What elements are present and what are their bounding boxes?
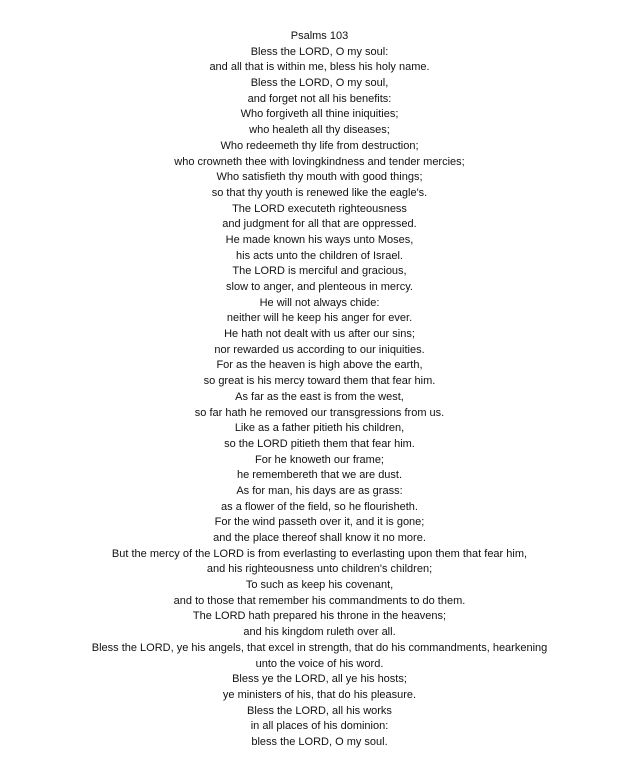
verse-line: He made known his ways unto Moses,	[225, 233, 414, 246]
verse-line: who crowneth thee with lovingkindness and tender mercies;	[174, 155, 465, 168]
verse-line: nor rewarded us according to our iniquities.	[214, 343, 425, 356]
verse-line: ye ministers of his, that do his pleasure.	[222, 688, 417, 701]
verse-line: so the LORD pitieth them that fear him.	[224, 437, 415, 450]
verse-line: For he knoweth our frame;	[254, 453, 384, 466]
verse-line: For the wind passeth over it, and it is gone;	[214, 516, 425, 529]
verse-line: Bless the LORD, ye his angels, that excel in strength, that do his commandments, hearkening	[91, 641, 548, 654]
verse-line: But the mercy of the LORD is from everlasting to everlasting upon them that fear him,	[111, 547, 528, 560]
verse-line: Bless ye the LORD, all ye his hosts;	[232, 673, 407, 686]
verse-line: He hath not dealt with us after our sins;	[224, 328, 415, 341]
verse-line: As for man, his days are as grass:	[236, 484, 403, 497]
verse-line: He will not always chide:	[259, 296, 380, 309]
verse-line: The LORD executeth righteousness	[232, 202, 407, 215]
verse-line: and judgment for all that are oppressed.	[222, 218, 417, 231]
verse-line: Bless the LORD, all his works	[247, 704, 392, 717]
verse-line: so far hath he removed our transgressions from us.	[194, 406, 445, 419]
verse-line: slow to anger, and plenteous in mercy.	[226, 281, 413, 293]
verse-line: so great is his mercy toward them that fear him.	[203, 375, 436, 388]
document-title: Psalms 103	[290, 30, 349, 42]
verse-line: unto the voice of his word.	[255, 657, 384, 670]
verse-line: As far as the east is from the west,	[235, 390, 404, 403]
verse-line: and his kingdom ruleth over all.	[243, 626, 396, 639]
verse-line: and forget not all his benefits:	[247, 92, 392, 105]
verse-line: Who forgiveth all thine iniquities;	[240, 108, 399, 121]
verse-line: The LORD hath prepared his throne in the heavens;	[192, 610, 447, 623]
verse-line: Who satisfieth thy mouth with good things;	[216, 171, 423, 184]
verse-line: his acts unto the children of Israel.	[236, 249, 403, 262]
verse-line: The LORD is merciful and gracious,	[232, 265, 407, 278]
verse-line: For as the heaven is high above the earth,	[216, 359, 423, 372]
verse-line: and his righteousness unto children's children;	[206, 563, 433, 576]
verse-line: in all places of his dominion:	[250, 720, 389, 733]
verse-line: who healeth all thy diseases;	[249, 124, 390, 137]
verse-line: and the place thereof shall know it no more.	[213, 532, 426, 544]
verse-line: bless the LORD, O my soul.	[251, 735, 388, 748]
document-page	[0, 29, 639, 751]
verse-line: Bless the LORD, O my soul:	[250, 45, 389, 58]
verse-line: and to those that remember his commandments to do them.	[173, 594, 466, 607]
verse-line: neither will he keep his anger for ever.	[226, 312, 413, 325]
verse-line: Who redeemeth thy life from destruction;	[220, 139, 419, 152]
verse-line: To such as keep his covenant,	[245, 579, 394, 592]
verse-line: Bless the LORD, O my soul,	[250, 77, 389, 90]
verse-line: and all that is within me, bless his holy name.	[209, 61, 430, 74]
verse-lines	[0, 45, 639, 751]
verse-line: Like as a father pitieth his children,	[234, 422, 405, 435]
verse-line: he remembereth that we are dust.	[236, 469, 403, 482]
verse-line: as a flower of the field, so he flourisheth.	[221, 500, 418, 513]
verse-line: so that thy youth is renewed like the eagle's.	[211, 186, 428, 199]
